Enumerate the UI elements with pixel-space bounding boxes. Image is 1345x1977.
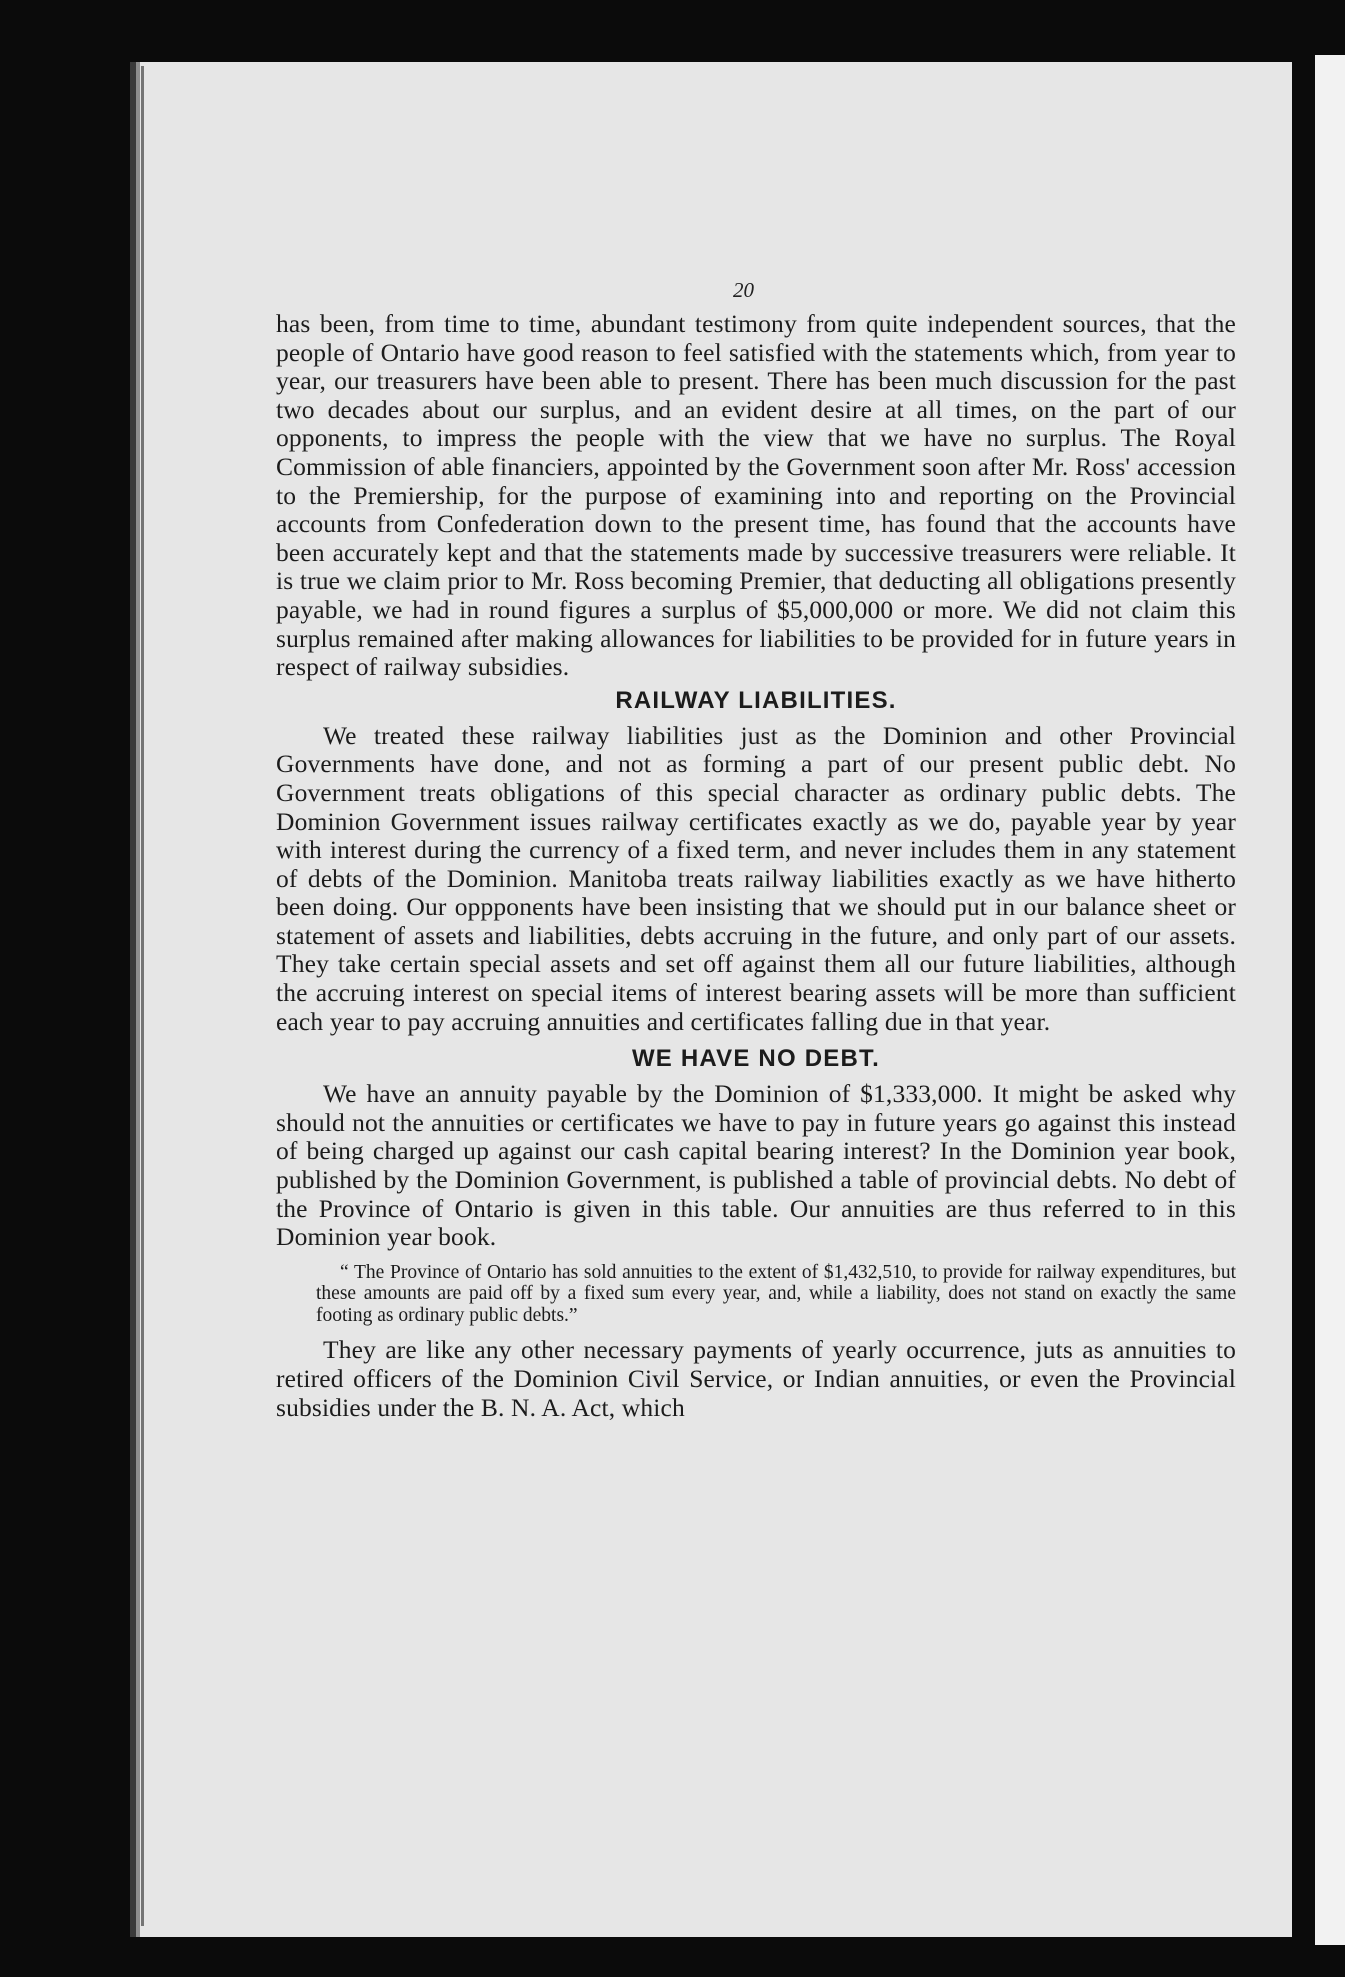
facing-page-edge [1315, 55, 1345, 1945]
section-heading-railway-liabilities: RAILWAY LIABILITIES. [615, 686, 897, 714]
closing-paragraph: They are like any other necessary payments of yearly occurrence, juts as annuities to retired officers of the Dominion Civil Service, or Indian annuities, or even the Provincial subsidies under the B. N. A. Act, which [276, 1335, 1236, 1422]
year-book-quotation: “ The Province of Ontario has sold annuities to the extent of $1,432,510, to provide for railway expenditures, but these amounts are paid off by a fixed sum every year, and, while a liability, does not stand on exactly the same footing as ordinary public debts.” [316, 1261, 1236, 1326]
spacer [276, 1036, 1236, 1040]
railway-liabilities-paragraph: We treated these railway liabilities just as the Dominion and other Provincial Governments have done, and not as forming a part of our present public debt. No Government treats obligations of this special character as ordinary public debts. The Dominion Government issues railway certificates exactly as we do, payable year by year with interest during the currency of a fixed term, and never includes them in any statement of debts of the Dominion. Manitoba treats railway liabilities exactly as we have hitherto been doing. Our oppponents have been insisting that we should put in our balance sheet or statement of assets and liabilities, debts accruing in the future, and only part of our assets. They take certain special assets and set off against them all our future liabilities, although the accruing interest on special items of interest bearing assets will be more than sufficient each year to pay accruing annuities and certificates falling due in that year. [276, 720, 1236, 1036]
no-debt-paragraph: We have an annuity payable by the Dominion of $1,333,000. It might be asked why should not the annuities or certificates we have to pay in future years go against this instead of being charged up against our cash capital bearing interest? In the Dominion year book, published by the Dominion Government, is published a table of provincial debts. No debt of the Province of Ontario is given in this table. Our annuities are thus referred to in this Dominion year book. [276, 1079, 1236, 1252]
page-number: 20 [733, 278, 754, 302]
page-body [276, 310, 1236, 1422]
page-edge-shadow [141, 66, 144, 1926]
binding-gutter [1292, 55, 1315, 1945]
opening-paragraph: has been, from time to time, abundant testimony from quite independent sources, that the people of Ontario have good reason to feel satisfied with the statements which, from year to year, our treasurers have been able to present. There has been much discussion for the past two decades about our surplus, and an evident desire at all times, on the part of our opponents, to impress the people with the view that we have no surplus. The Royal Commission of able financiers, appointed by the Government soon after Mr. Ross' accession to the Premiership, for the purpose of examining into and reporting on the Provincial accounts from Confederation down to the present time, has found that the accounts have been accurately kept and that the statements made by successive treasurers were reliable. It is true we claim prior to Mr. Ross becoming Premier, that deducting all obligations presently payable, we had in round figures a surplus of $5,000,000 or more. We did not claim this surplus remained after making allowances for liabilities to be provided for in future years in respect of railway subsidies. [276, 309, 1236, 682]
section-heading-no-debt: WE HAVE NO DEBT. [631, 1045, 881, 1073]
